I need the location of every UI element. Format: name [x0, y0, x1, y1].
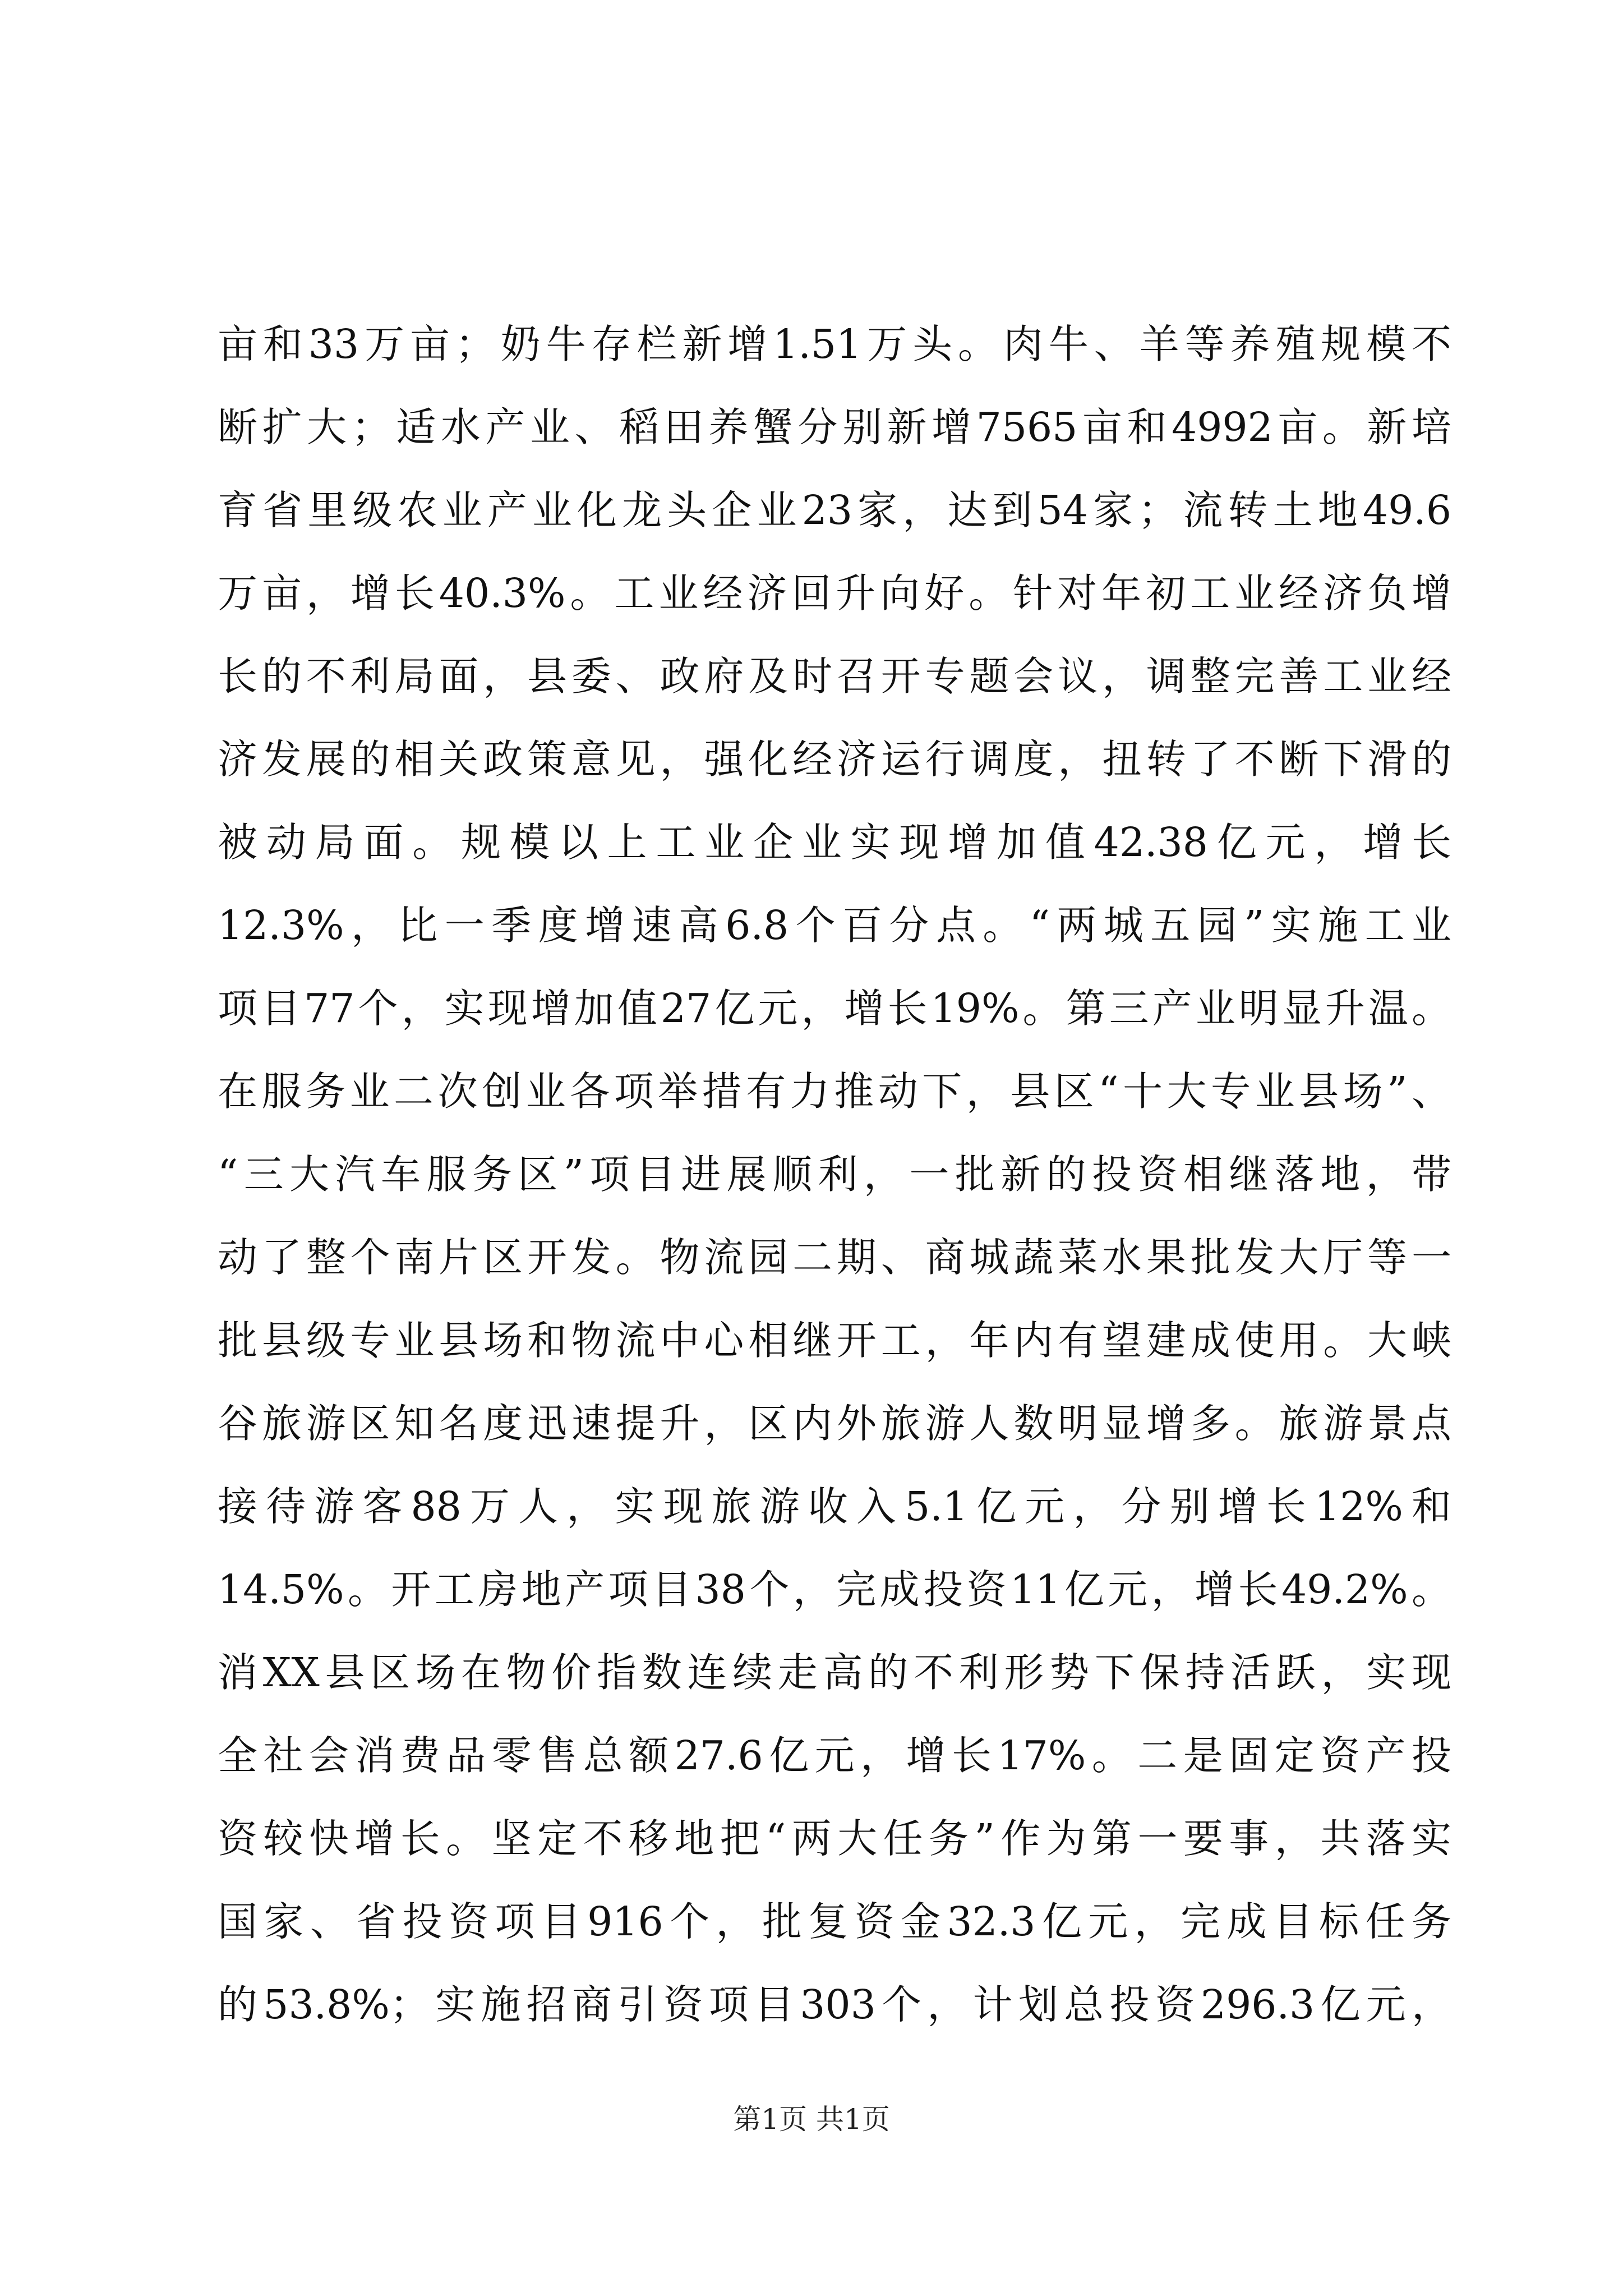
text-line: 消XX县区场在物价指数连续走高的不利形势下保持活跃，实现	[218, 1649, 1451, 1696]
text-line: 被动局面。规模以上工业企业实现增加值42.38亿元，增长	[218, 819, 1451, 866]
text-line: 14.5%。开工房地产项目38个，完成投资11亿元，增长49.2%。	[218, 1566, 1451, 1613]
text-line: 12.3%，比一季度增速高6.8个百分点。“两城五园”实施工业	[218, 902, 1451, 949]
text-line: 资较快增长。坚定不移地把“两大任务”作为第一要事，共落实	[218, 1815, 1451, 1862]
text-line: 在服务业二次创业各项举措有力推动下，县区“十大专业县场”、	[218, 1068, 1451, 1115]
text-line: 万亩，增长40.3%。工业经济回升向好。针对年初工业经济负增	[218, 570, 1451, 616]
page-footer: 第1页 共1页	[733, 2103, 890, 2136]
text-line: 接待游客88万人，实现旅游收入5.1亿元，分别增长12%和	[218, 1483, 1451, 1530]
text-line: “三大汽车服务区”项目进展顺利，一批新的投资相继落地，带	[218, 1151, 1451, 1198]
text-line: 长的不利局面，县委、政府及时召开专题会议，调整完善工业经	[218, 653, 1451, 700]
text-line: 育省里级农业产业化龙头企业23家，达到54家；流转土地49.6	[218, 487, 1451, 533]
text-line: 项目77个，实现增加值27亿元，增长19%。第三产业明显升温。	[218, 985, 1451, 1032]
text-line: 济发展的相关政策意见，强化经济运行调度，扭转了不断下滑的	[218, 736, 1451, 783]
text-line: 亩和33万亩；奶牛存栏新增1.51万头。肉牛、羊等养殖规模不	[218, 321, 1451, 367]
text-line: 谷旅游区知名度迅速提升，区内外旅游人数明显增多。旅游景点	[218, 1400, 1451, 1447]
text-line: 动了整个南片区开发。物流园二期、商城蔬菜水果批发大厅等一	[218, 1234, 1451, 1281]
text-line: 批县级专业县场和物流中心相继开工，年内有望建成使用。大峡	[218, 1317, 1451, 1364]
text-line: 断扩大；适水产业、稻田养蟹分别新增7565亩和4992亩。新培	[218, 404, 1451, 450]
text-line: 的53.8%；实施招商引资项目303个，计划总投资296.3亿元，	[218, 1981, 1451, 2028]
text-line: 国家、省投资项目916个，批复资金32.3亿元，完成目标任务	[218, 1898, 1451, 1945]
body-text	[218, 303, 1451, 2046]
text-line: 全社会消费品零售总额27.6亿元，增长17%。二是固定资产投	[218, 1732, 1451, 1779]
